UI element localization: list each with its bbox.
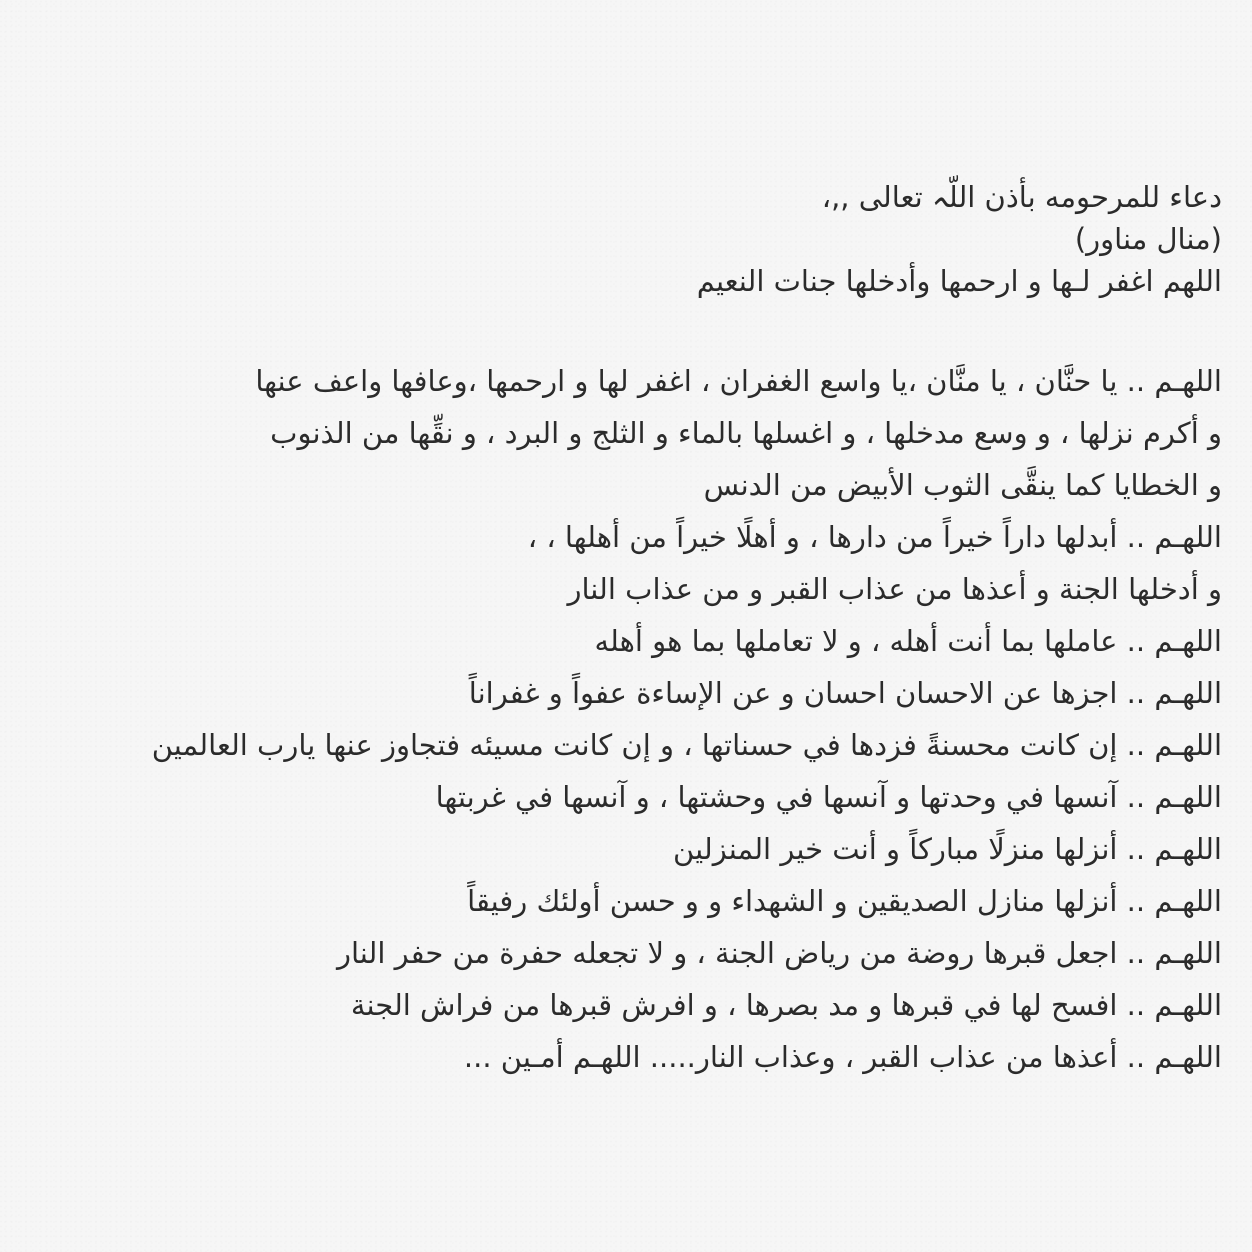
opening-line: اللهم اغفر لـها و ارحمها وأدخلها جنات النعيم	[696, 264, 1222, 298]
prayer-line: و الخطايا كما ينقَّى الثوب الأبيض من الدنس	[703, 468, 1222, 502]
prayer-line: اللهـم .. عاملها بما أنت أهله ، و لا تعاملها بما هو أهله	[594, 624, 1222, 658]
prayer-line: اللهـم .. افسح لها في قبرها و مد بصرها ، و افرش قبرها من فراش الجنة	[350, 988, 1222, 1022]
prayer-line: اللهـم .. أنزلها منزلًا مباركاً و أنت خير المنزلين	[673, 832, 1222, 866]
prayer-line: اللهـم .. اجزها عن الاحسان احسان و عن الإساءة عفواً و غفراناً	[468, 676, 1222, 710]
prayer-line: اللهـم .. يا حنَّان ، يا منَّان ،يا واسع الغفران ، اغفر لها و ارحمها ،وعافها واعف عنها	[255, 364, 1222, 398]
prayer-line: اللهـم .. أعذها من عذاب القبر ، وعذاب النار..... اللهـم أمـين ...	[463, 1040, 1222, 1074]
prayer-line: اللهـم .. اجعل قبرها روضة من رياض الجنة ، و لا تجعله حفرة من حفر النار	[336, 936, 1222, 970]
note-title: دعاء للمرحومه بأذن اللّہ تعالى ,,،	[821, 180, 1222, 214]
prayer-line: و أكرم نزلها ، و وسع مدخلها ، و اغسلها بالماء و الثلج و البرد ، و نقِّها من الذنوب	[270, 416, 1222, 450]
prayer-line: اللهـم .. آنسها في وحدتها و آنسها في وحشتها ، و آنسها في غربتها	[435, 780, 1222, 814]
paragraph-spacer	[7, 302, 1222, 355]
prayer-note	[7, 176, 1222, 1083]
prayer-line: اللهـم .. أنزلها منازل الصديقين و الشهداء و و حسن أولئك رفيقاً	[467, 884, 1222, 918]
prayer-line: و أدخلها الجنة و أعذها من عذاب القبر و من عذاب النار	[567, 572, 1222, 606]
deceased-name: (منال مناور)	[1074, 222, 1222, 256]
prayer-body	[7, 355, 1222, 1083]
prayer-line: اللهـم .. أبدلها داراً خيراً من دارها ، و أهلًا خيراً من أهلها ، ،	[527, 520, 1222, 554]
prayer-line: اللهـم .. إن كانت محسنةً فزدها في حسناتها ، و إن كانت مسيئه فتجاوز عنها يارب العالمين	[151, 728, 1222, 762]
